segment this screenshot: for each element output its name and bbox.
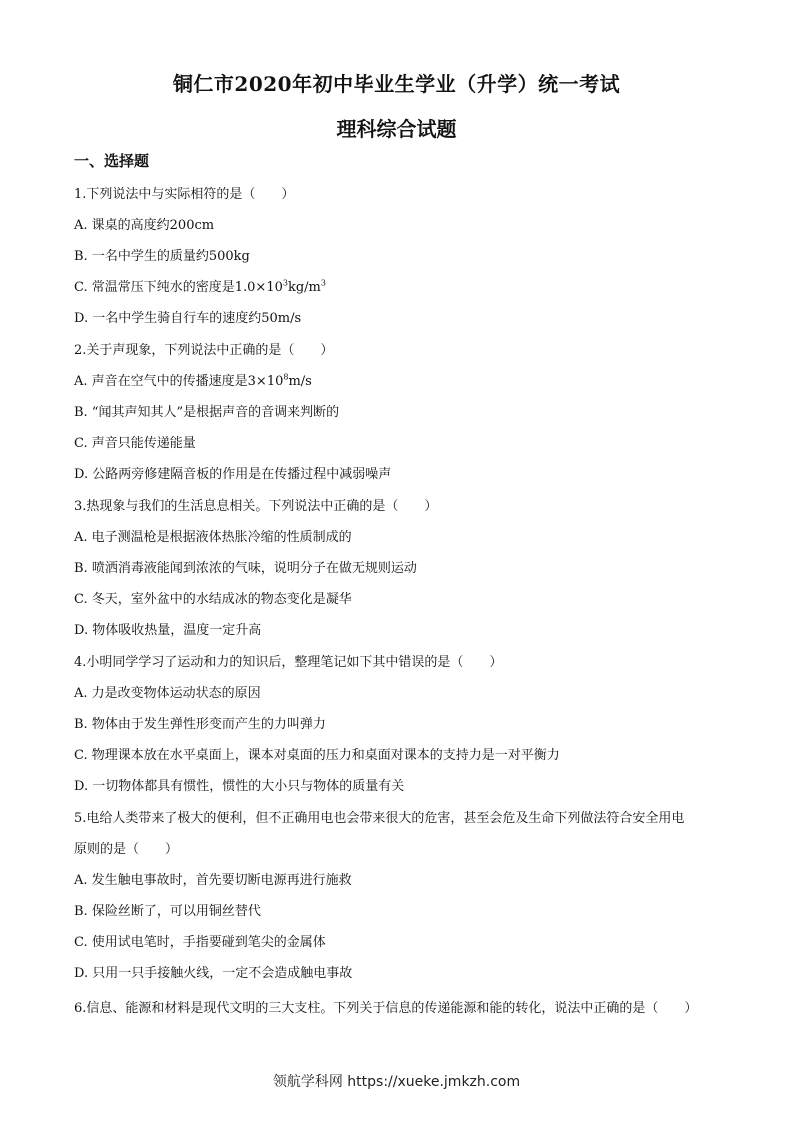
question-5-option-c: C. 使用试电笔时，手指要碰到笔尖的金属体	[74, 935, 326, 950]
question-5-option-d: D. 只用一只手接触火线，一定不会造成触电事故	[74, 966, 353, 981]
option-text: C. 常温常压下纯水的密度是1.0×10	[74, 280, 283, 295]
question-2-option-b: B. “闻其声知其人”是根据声音的音调来判断的	[74, 405, 340, 420]
exponent: 8	[283, 372, 289, 382]
question-1-option-d: D. 一名中学生骑自行车的速度约50m/s	[74, 311, 302, 326]
question-5-option-a: A. 发生触电事故时，首先要切断电源再进行施救	[74, 873, 352, 888]
option-text: A. 声音在空气中的传播速度是3×10	[74, 374, 284, 389]
question-1-option-a: A. 课桌的高度约200cm	[74, 218, 215, 233]
footer-watermark: 领航学科网 https://xueke.jmkzh.com	[272, 1074, 521, 1090]
unit: kg/m	[287, 280, 321, 295]
question-3-option-b: B. 喷洒消毒液能闻到浓浓的气味，说明分子在做无规则运动	[74, 561, 417, 576]
question-4-option-a: A. 力是改变物体运动状态的原因	[74, 686, 261, 701]
question-4-option-b: B. 物体由于发生弹性形变而产生的力叫弹力	[74, 717, 326, 732]
question-2-stem: 2.关于声现象，下列说法中正确的是（ ）	[74, 343, 334, 358]
question-3-option-c: C. 冬天，室外盆中的水结成冰的物态变化是凝华	[74, 592, 352, 607]
question-6-stem: 6.信息、能源和材料是现代文明的三大支柱。下列关于信息的传递能源和能的转化，说法中正确的是（ ）	[74, 1001, 698, 1016]
question-4-stem: 4.小明同学学习了运动和力的知识后，整理笔记如下其中错误的是（ ）	[74, 655, 503, 670]
exponent: 3	[282, 278, 288, 288]
exam-subtitle: 理科综合试题	[336, 117, 457, 141]
question-1-option-c	[74, 276, 326, 295]
question-5-option-b: B. 保险丝断了，可以用铜丝替代	[74, 904, 261, 919]
question-4-option-d: D. 一切物体都具有惯性，惯性的大小只与物体的质量有关	[74, 779, 405, 794]
question-1-stem: 1.下列说法中与实际相符的是（ ）	[74, 187, 295, 202]
question-1-option-b: B. 一名中学生的质量约500kg	[74, 249, 250, 264]
question-3-option-a: A. 电子测温枪是根据液体热胀冷缩的性质制成的	[74, 530, 352, 545]
question-2-option-d: D. 公路两旁修建隔音板的作用是在传播过程中减弱噪声	[74, 467, 392, 482]
exam-title: 铜仁市2020年初中毕业生学业（升学）统一考试	[172, 72, 621, 96]
question-2-option-a	[74, 370, 312, 389]
question-5-stem-continued: 原则的是（ ）	[74, 842, 179, 857]
question-3-option-d: D. 物体吸收热量，温度一定升高	[74, 623, 262, 638]
exponent: 3	[320, 278, 326, 288]
question-5-stem: 5.电给人类带来了极大的便利，但不正确用电也会带来很大的危害，甚至会危及生命下列做法符合安全用电	[74, 811, 685, 826]
unit: m/s	[288, 374, 312, 389]
question-2-option-c: C. 声音只能传递能量	[74, 436, 196, 451]
question-3-stem: 3.热现象与我们的生活息息相关。下列说法中正确的是（ ）	[74, 499, 438, 514]
section-heading: 一、选择题	[74, 152, 150, 170]
question-4-option-c: C. 物理课本放在水平桌面上，课本对桌面的压力和桌面对课本的支持力是一对平衡力	[74, 748, 560, 763]
